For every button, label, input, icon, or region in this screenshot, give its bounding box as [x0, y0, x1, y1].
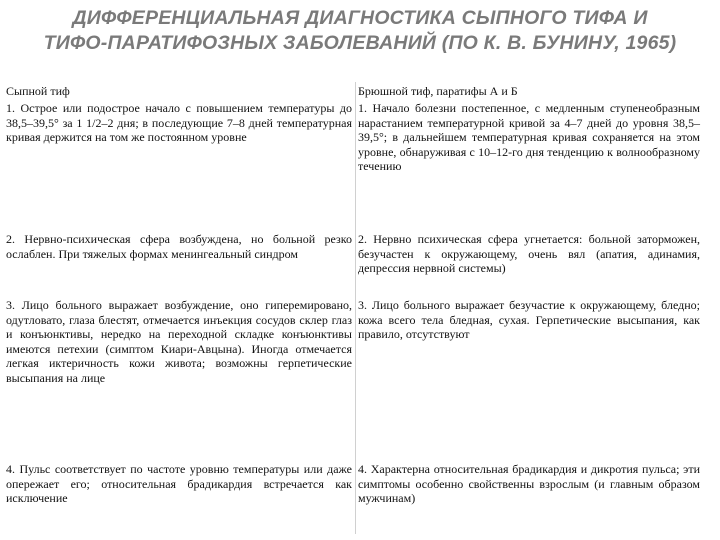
column-header-typhoid: Брюшной тиф, паратифы А и Б: [358, 84, 518, 98]
row-2-typhoid: 2. Нервно психическая сфера угнетается: больной заторможен, безучастен к окружающему, очень вял (апатия, адинамия, депрессия нервной системы): [358, 232, 700, 276]
row-3-typhus: 3. Лицо больного выражает возбуждение, оно гиперемировано, одутловато, глаза блестят, отмечается инъекция сосудов склер глаз и конъюнктивы, нередко на переходной складке конъюнктивы имеются петехии (симптом Киари-Авцына). Иногда отмечается легкая иктеричность кожи живота; возможны герпетические высыпания на лице: [6, 298, 352, 385]
page-title: [0, 6, 720, 56]
row-1-typhus: 1. Острое или подострое начало с повышением температуры до 38,5–39,5° за 1 1/2–2 дня; в последующие 7–8 дней температурная кривая держится на том же постоянном уровне: [6, 101, 352, 145]
row-3-typhoid: 3. Лицо больного выражает безучастие к окружающему, бледно; кожа всего тела бледная, сухая. Герпетические высыпания, как правило, отсутствуют: [358, 298, 700, 342]
title-line-2: ТИФО-ПАРАТИФОЗНЫХ ЗАБОЛЕВАНИЙ (ПО К. В. БУНИНУ, 1965): [43, 32, 677, 54]
title-line-1: ДИФФЕРЕНЦИАЛЬНАЯ ДИАГНОСТИКА СЫПНОГО ТИФА И: [72, 7, 648, 29]
column-divider: [355, 82, 356, 534]
row-2-typhus: 2. Нервно-психическая сфера возбуждена, но больной резко ослаблен. При тяжелых формах менингеальный синдром: [6, 232, 352, 261]
row-1-typhoid: 1. Начало болезни постепенное, с медленным ступенеобразным нарастанием температурной кривой за 4–7 дней до уровня 38,5–39,5°; в дальнейшем температурная кривая сохраняется на этом уровне, обнаруживая с 10–12-го дня тенденцию к волнообразному течению: [358, 101, 700, 174]
row-4-typhoid: 4. Характерна относительная брадикардия и дикротия пульса; эти симптомы особенно свойственны взрослым (и главным образом мужчинам): [358, 462, 700, 506]
row-4-typhus: 4. Пульс соответствует по частоте уровню температуры или даже опережает его; относительная брадикардия встречается как исключение: [6, 462, 352, 506]
column-header-typhus: Сыпной тиф: [6, 84, 70, 98]
